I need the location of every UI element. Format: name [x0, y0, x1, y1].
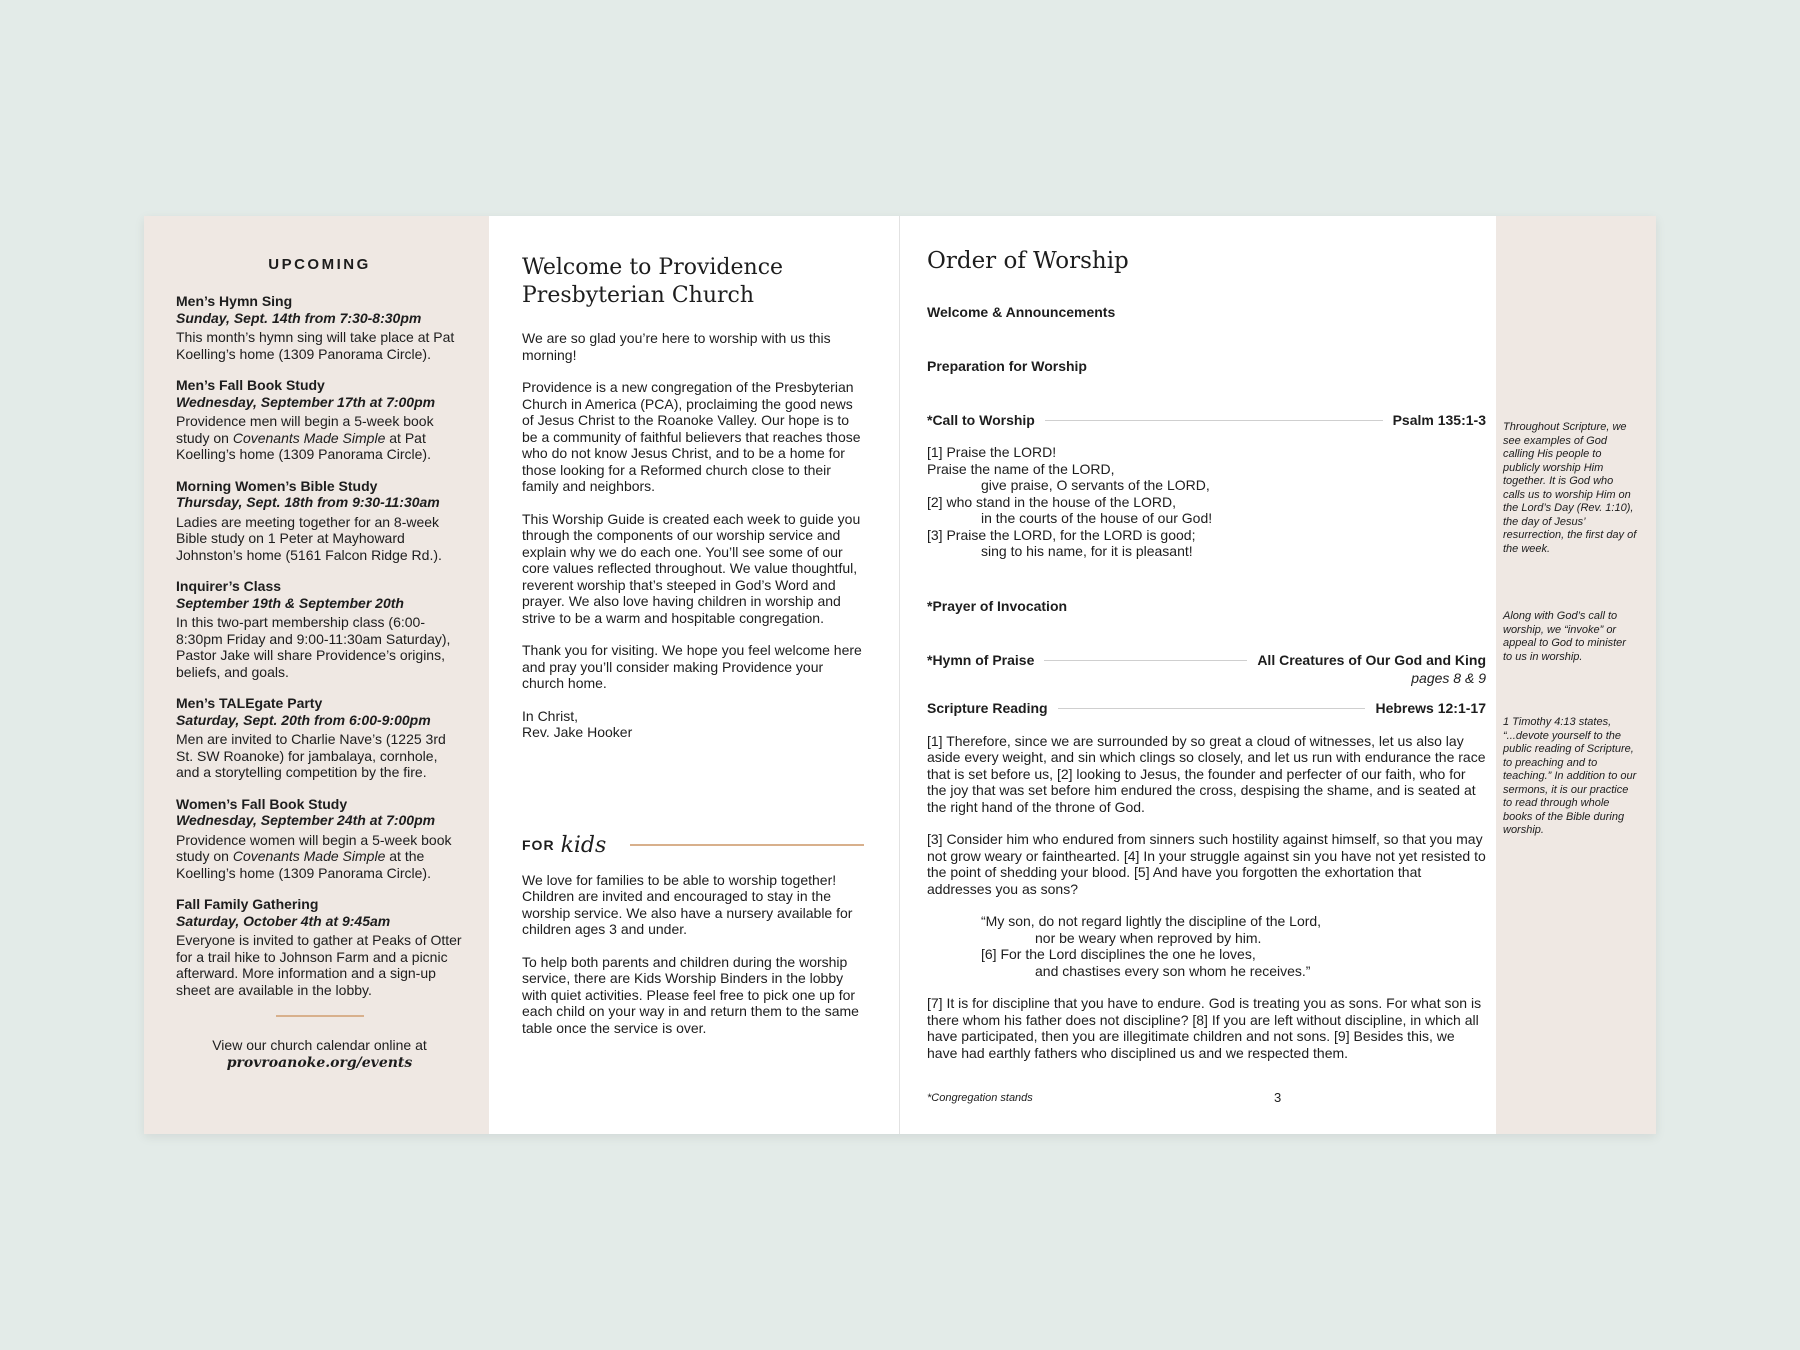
kids-heading-word: kids	[560, 832, 607, 858]
invocation-item: *Prayer of Invocation	[927, 597, 1068, 614]
section-divider	[276, 1015, 364, 1017]
welcome-announcements-item: Welcome & Announcements	[927, 304, 1116, 320]
event-description: Everyone is invited to gather at Peaks of Otter for a trail hike to Johnson Farm and a picnic afterward. More information and a sign-up sheet are available in the lobby.	[176, 932, 462, 998]
event-item	[176, 478, 463, 564]
event-description: Men are invited to Charlie Nave’s (1225 3rd St. SW Roanoke) for jambalaya, cornhole, and a storytelling competition by the fire.	[176, 731, 446, 780]
event-title: Inquirer’s Class	[176, 578, 282, 594]
upcoming-heading: UPCOMING	[268, 256, 371, 273]
leader-rule	[1058, 708, 1366, 709]
event-title: Morning Women’s Bible Study	[176, 477, 378, 494]
event-item	[176, 695, 463, 781]
welcome-title: Welcome to Providence Presbyterian Church	[522, 255, 784, 308]
hymn-title: All Creatures of Our God and King	[1257, 651, 1486, 668]
event-date: Thursday, Sept. 18th from 9:30-11:30am	[176, 494, 440, 510]
welcome-panel	[489, 216, 900, 1134]
event-item	[176, 377, 463, 463]
kids-heading	[522, 833, 864, 858]
scripture-ref: Hebrews 12:1-17	[1375, 699, 1486, 716]
scripture-row	[927, 700, 1486, 716]
event-date: September 19th & September 20th	[176, 594, 404, 611]
page-number: 3	[1274, 1090, 1282, 1105]
calendar-url-link[interactable]: provroanoke.org/events	[226, 1055, 413, 1071]
event-description: In this two-part membership class (6:00-8:30pm Friday and 9:00-11:30am Saturday), Pastor Jake will share Providence’s origins, beliefs, and goals.	[176, 614, 451, 680]
event-title: Fall Family Gathering	[176, 896, 319, 912]
event-item	[176, 796, 463, 882]
worship-title: Order of Worship	[927, 248, 1129, 274]
event-description: This month’s hymn sing will take place at Pat Koelling’s home (1309 Panorama Circle).	[176, 329, 455, 362]
kids-heading-for: FOR	[522, 837, 555, 853]
order-of-worship-panel	[900, 216, 1496, 1134]
event-title: Men’s TALEgate Party	[176, 695, 323, 711]
upcoming-panel	[144, 216, 489, 1134]
event-description: Providence men will begin a 5-week book study on Covenants Made Simple at Pat Koelling’s home (1309 Panorama Circle).	[176, 413, 434, 462]
event-title: Men’s Fall Book Study	[176, 377, 325, 393]
hymn-row	[927, 652, 1486, 668]
kids-paragraph: We love for families to be able to worship together! Children are invited and encouraged to stay in the worship service. We also have a nursery available for children ages 3 and under.	[522, 871, 853, 937]
welcome-paragraph: We are so glad you’re here to worship with us this morning!	[522, 330, 831, 363]
kids-paragraph: To help both parents and children during the worship service, there are Kids Worship Binders in the lobby with quiet activities. Please feel free to pick one up for each child on your way in and return them to the same table once the service is over.	[522, 953, 859, 1036]
event-date: Wednesday, September 17th at 7:00pm	[176, 393, 436, 410]
psalm-text: [1] Praise the LORD! Praise the name of the LORD, give praise, O servants of the LORD, [2] who stand in the house of the LORD, in the courts of the house of our God! [3] Praise the LORD, for the LORD is good; sing to his name, for it is pleasant!	[927, 444, 1213, 559]
event-description: Ladies are meeting together for an 8-week Bible study on 1 Peter at Mayhoward Johnston’s home (5161 Falcon Ridge Rd.).	[176, 513, 442, 563]
event-date: Wednesday, September 24th at 7:00pm	[176, 812, 436, 828]
bulletin-spread	[144, 216, 1656, 1134]
calendar-note	[176, 1036, 463, 1072]
event-date: Sunday, Sept. 14th from 7:30-8:30pm	[176, 309, 422, 326]
sidebar-notes	[1496, 216, 1656, 1134]
scripture-label: Scripture Reading	[927, 699, 1048, 716]
preparation-item: Preparation for Worship	[927, 358, 1087, 374]
call-to-worship-row	[927, 412, 1486, 428]
event-date: Saturday, Sept. 20th from 6:00-9:00pm	[176, 711, 431, 728]
welcome-paragraph: This Worship Guide is created each week to guide you through the components of our worship service and explain why we do each one. You’ll see some of our core values reflected throughout. We value thoughtful, reverent worship that’s steeped in God’s Word and prayer. We also love having children in worship and strive to be a warm and hospitable congregation.	[522, 510, 861, 626]
event-title: Women’s Fall Book Study	[176, 795, 348, 812]
note-scripture-reading: 1 Timothy 4:13 states, “...devote yourself to the public reading of Scripture, to preaching and to teaching.” In addition to our sermons, it is our practice to read through whole books of the Bible during worship.	[1503, 716, 1637, 836]
signoff: In Christ, Rev. Jake Hooker	[522, 707, 633, 740]
event-title: Men’s Hymn Sing	[176, 293, 293, 309]
event-description: Providence women will begin a 5-week book study on Covenants Made Simple at the Koelling’s home (1309 Panorama Circle).	[176, 831, 452, 881]
note-invocation: Along with God’s call to worship, we “invoke” or appeal to God to minister to us in worship.	[1503, 610, 1626, 663]
welcome-paragraph: Thank you for visiting. We hope you feel welcome here and pray you’ll consider making Providence your church home.	[522, 642, 862, 691]
calendar-note-text: View our church calendar online at	[212, 1037, 427, 1053]
call-to-worship-label: *Call to Worship	[927, 412, 1035, 428]
kids-heading-rule	[630, 844, 864, 846]
scripture-quote: “My son, do not regard lightly the discipline of the Lord, nor be weary when reproved by him. [6] For the Lord disciplines the one he loves, and chastises every son whom he receives.”	[981, 913, 1322, 979]
leader-rule	[1045, 420, 1383, 421]
event-item	[176, 578, 463, 680]
hymn-label: *Hymn of Praise	[927, 651, 1035, 668]
call-to-worship-ref: Psalm 135:1-3	[1392, 412, 1486, 428]
event-item	[176, 896, 463, 998]
note-call-to-worship: Throughout Scripture, we see examples of God calling His people to publicly worship Him together. It is God who calls us to worship Him on the Lord’s Day (Rev. 1:10), the day of Jesus’ resurrection, the first day of the week.	[1503, 421, 1637, 555]
scripture-text: [1] Therefore, since we are surrounded by so great a cloud of witnesses, let us also lay aside every weight, and sin which clings so closely, and let us run with endurance the race that is set before us, [2] looking to Jesus, the founder and perfecter of our faith, who for the joy that was set before him endured the cross, despising the shame, and is seated at the right hand of the throne of God. [3] Consider him who endured from sinners such hostility against himself, so that you may not grow weary or fainthearted. [4] In your struggle against sin you have not yet resisted to the point of shedding your blood. [5] And have you forgotten the exhortation that addresses you as sons? “My son, do not regard lightly the discipline of the Lord, nor be weary when reproved by him. [6] For the Lord disciplines the one he loves, and chastises every son whom he receives.” [7] It is for discipline that you have to endure. God is treating you as sons. For what son is there whom his father does not discipline? [8] If you are left without discipline, in which all have participated, then you are illegitimate children and not sons. [9] Besides this, we have had earthly fathers who disciplined us and we respected them.	[927, 732, 1486, 1061]
event-date: Saturday, October 4th at 9:45am	[176, 912, 391, 929]
event-item	[176, 293, 463, 362]
leader-rule	[1044, 660, 1247, 661]
congregation-stands-note: *Congregation stands	[927, 1092, 1033, 1104]
welcome-paragraph: Providence is a new congregation of the Presbyterian Church in America (PCA), proclaiming the good news of Jesus Christ to the Roanoke Valley. Our hope is to be a community of faithful believers that reaches those who do not know Jesus Christ, and to be a home for those looking for a Reformed church close to their family and neighbors.	[522, 379, 861, 494]
hymn-pages: pages 8 & 9	[1411, 669, 1486, 686]
